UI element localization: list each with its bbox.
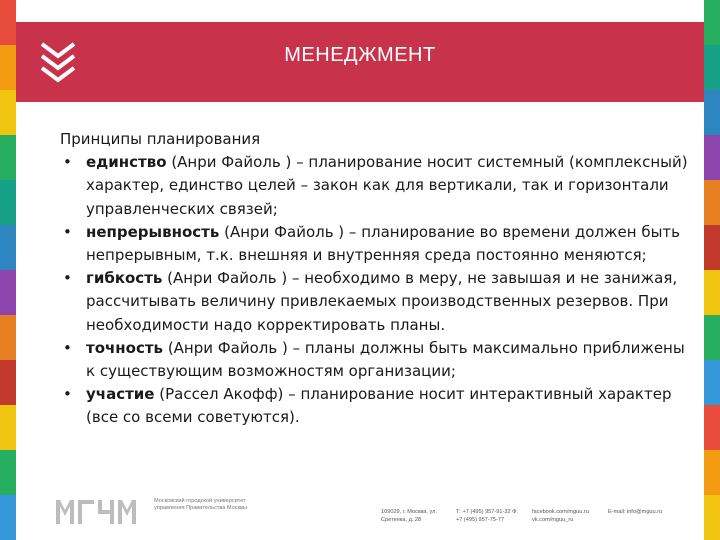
stripe-segment (704, 315, 720, 360)
stripe-segment (704, 360, 720, 405)
footer-email[interactable]: E-mail: info@mguu.ru (608, 509, 663, 515)
slide-header (16, 22, 704, 102)
slide-footer (16, 494, 704, 534)
stripe-segment (0, 270, 16, 315)
left-color-stripe (0, 0, 16, 540)
stripe-segment (704, 180, 720, 225)
stripe-segment (0, 495, 16, 540)
stripe-segment (0, 180, 16, 225)
bullet-icon: • (63, 222, 72, 241)
stripe-segment (704, 90, 720, 135)
stripe-segment (704, 45, 720, 90)
slide-title: МЕНЕДЖМЕНТ (284, 44, 436, 66)
stripe-segment (704, 0, 720, 45)
list-item (60, 221, 690, 267)
stripe-segment (0, 360, 16, 405)
list-item (60, 267, 690, 337)
principle-term: непрерывность (86, 222, 220, 241)
principle-text: (Анри Файоль ) – необходимо в меру, не завышая и не занижая, рассчитывать величину привлекаемых производственных резервов. При необходимости надо корректировать планы. (86, 269, 678, 334)
principle-text: (Рассел Акофф) – планирование носит интерактивный характер (все со всеми советуются). (86, 385, 672, 427)
stripe-segment (0, 405, 16, 450)
stripe-segment (704, 270, 720, 315)
stripe-segment (704, 450, 720, 495)
stripe-segment (704, 495, 720, 540)
stripe-segment (0, 90, 16, 135)
principle-term: гибкость (86, 269, 163, 288)
slide-content (60, 128, 690, 430)
footer-address: 109029, г. Москва, ул. Сретенка, д. 28 (381, 509, 437, 523)
list-item (60, 151, 690, 221)
principle-term: единство (86, 153, 167, 172)
stripe-segment (704, 135, 720, 180)
stripe-segment (704, 225, 720, 270)
stripe-segment (0, 135, 16, 180)
stripe-segment (0, 315, 16, 360)
principle-term: точность (86, 338, 164, 357)
principle-text: (Анри Файоль ) – планирование во времени должен быть непрерывным, т.к. внешняя и внутренняя среда постоянно меняются; (86, 222, 680, 265)
principle-term: участие (86, 385, 155, 404)
principles-list (60, 151, 690, 429)
bullet-icon: • (63, 153, 72, 172)
stripe-segment (704, 405, 720, 450)
bullet-icon: • (63, 338, 72, 357)
list-item (60, 383, 690, 429)
university-name: Московский городской университет управления Правительства Москвы (154, 498, 248, 511)
slide (16, 0, 704, 540)
university-logo (56, 498, 152, 526)
stripe-segment (0, 450, 16, 495)
principle-text: (Анри Файоль ) – планы должны быть максимально приближены к существующим возможностям организации; (86, 338, 685, 381)
list-item (60, 337, 690, 383)
stripe-segment (0, 225, 16, 270)
right-color-stripe (704, 0, 720, 540)
footer-social-links[interactable]: facebook.com/mguu.ru vk.com/mguu_ru (532, 509, 589, 523)
bullet-icon: • (63, 385, 72, 404)
principle-text: (Анри Файоль ) – планирование носит системный (комплексный) характер, единство целей – закон как для вертикали, так и горизонтали управленческих связей; (86, 153, 688, 218)
footer-phones: Т: +7 (495) 957-91-32 Ф: +7 (495) 957-75-77 (456, 509, 518, 523)
section-heading: Принципы планирования (60, 130, 261, 148)
stripe-segment (0, 0, 16, 45)
stripe-segment (0, 45, 16, 90)
bullet-icon: • (63, 269, 72, 288)
